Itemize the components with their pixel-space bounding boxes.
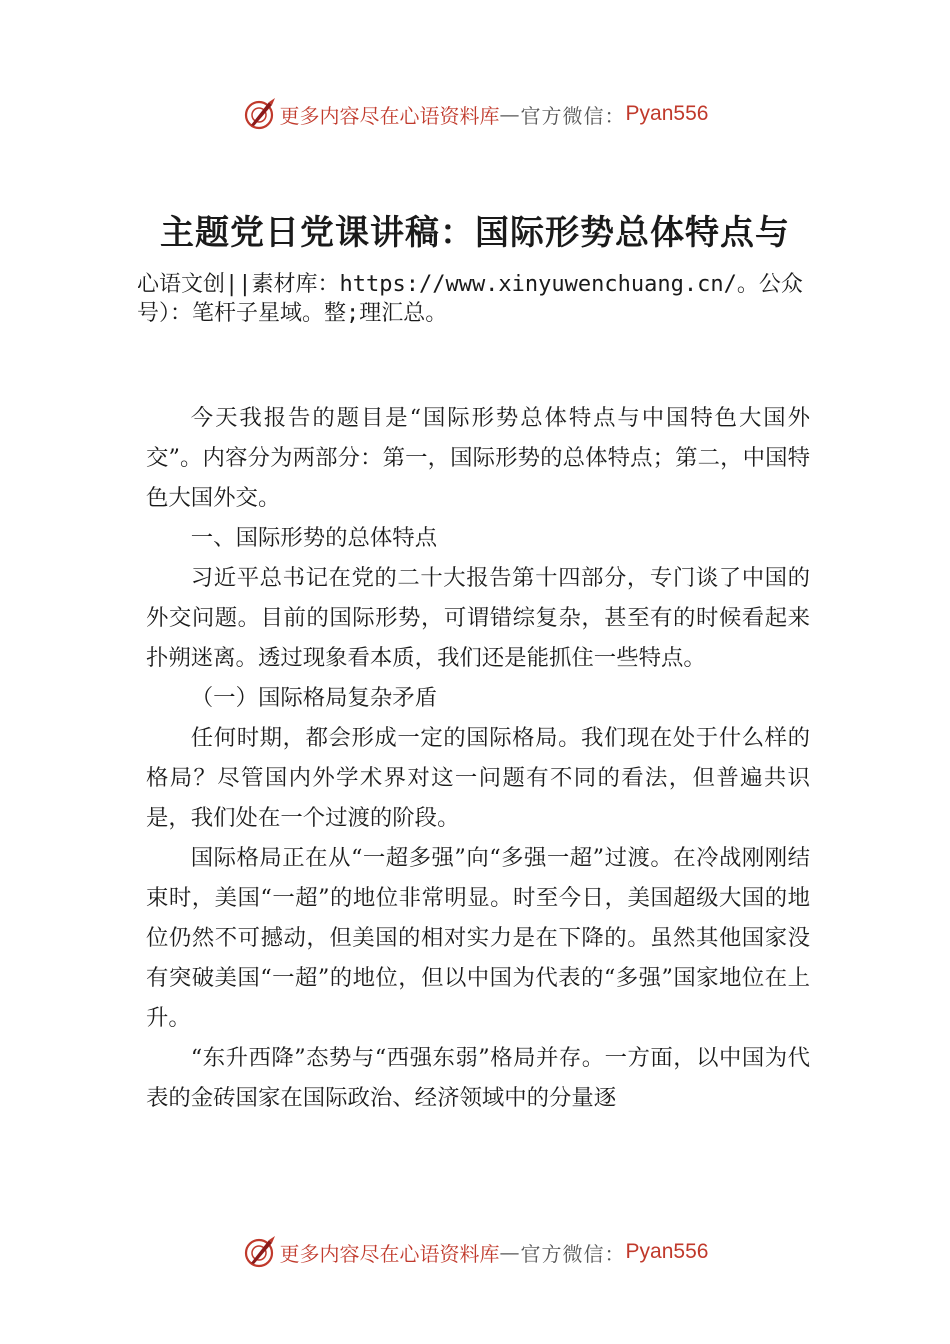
paragraph: 今天我报告的题目是“国际形势总体特点与中国特色大国外交”。内容分为两部分：第一，国际形势的总体特点；第二，中国特色大国外交。 [146,405,810,511]
quill-pen-logo-icon [242,97,276,131]
paragraph: 任何时期，都会形成一定的国际格局。我们现在处于什么样的格局？尽管国内外学术界对这一问题有不同的看法，但普遍共识是，我们处在一个过渡的阶段。 [146,725,810,831]
paragraph: “东升西降”态势与“西强东弱”格局并存。一方面，以中国为代表的金砖国家在国际政治、经济领域中的分量逐 [146,1045,810,1111]
banner-dash: — [499,1240,521,1264]
quill-pen-logo-icon [242,1235,276,1269]
paragraph: 习近平总书记在党的二十大报告第十四部分，专门谈了中国的外交问题。目前的国际形势，可谓错综复杂，甚至有的时候看起来扑朔迷离。透过现象看本质，我们还是能抓住一些特点。 [146,565,810,671]
subsection-heading: （一）国际格局复杂矛盾 [190,685,438,711]
header-banner [0,94,950,134]
document-body [146,398,810,1118]
paragraph: 国际格局正在从“一超多强”向“多强一超”过渡。在冷战刚刚结束时，美国“一超”的地位非常明显。时至今日，美国超级大国的地位仍然不可撼动，但美国的相对实力是在下降的。虽然其他国家没有突破美国“一超”的地位，但以中国为代表的“多强”国家地位在上升。 [146,845,810,1031]
banner-wechat-label: 官方微信： [520,1241,626,1266]
banner-brand-text: 更多内容尽在心语资料库 [279,1241,500,1266]
banner-dash: — [499,102,521,126]
section-heading: 一、国际形势的总体特点 [190,525,438,551]
banner-wechat-id: Pyan556 [625,1240,709,1263]
document-title: 主题党日党课讲稿：国际形势总体特点与 [160,213,790,253]
banner-wechat-label: 官方微信： [520,103,626,128]
footer-banner [0,1232,950,1272]
banner-brand-text: 更多内容尽在心语资料库 [279,103,500,128]
banner-wechat-id: Pyan556 [625,102,709,125]
source-line: 心语文创||素材库：https://www.xinyuwenchuang.cn/。公众号）：笔杆子星域。整;理汇总。 [137,272,803,326]
